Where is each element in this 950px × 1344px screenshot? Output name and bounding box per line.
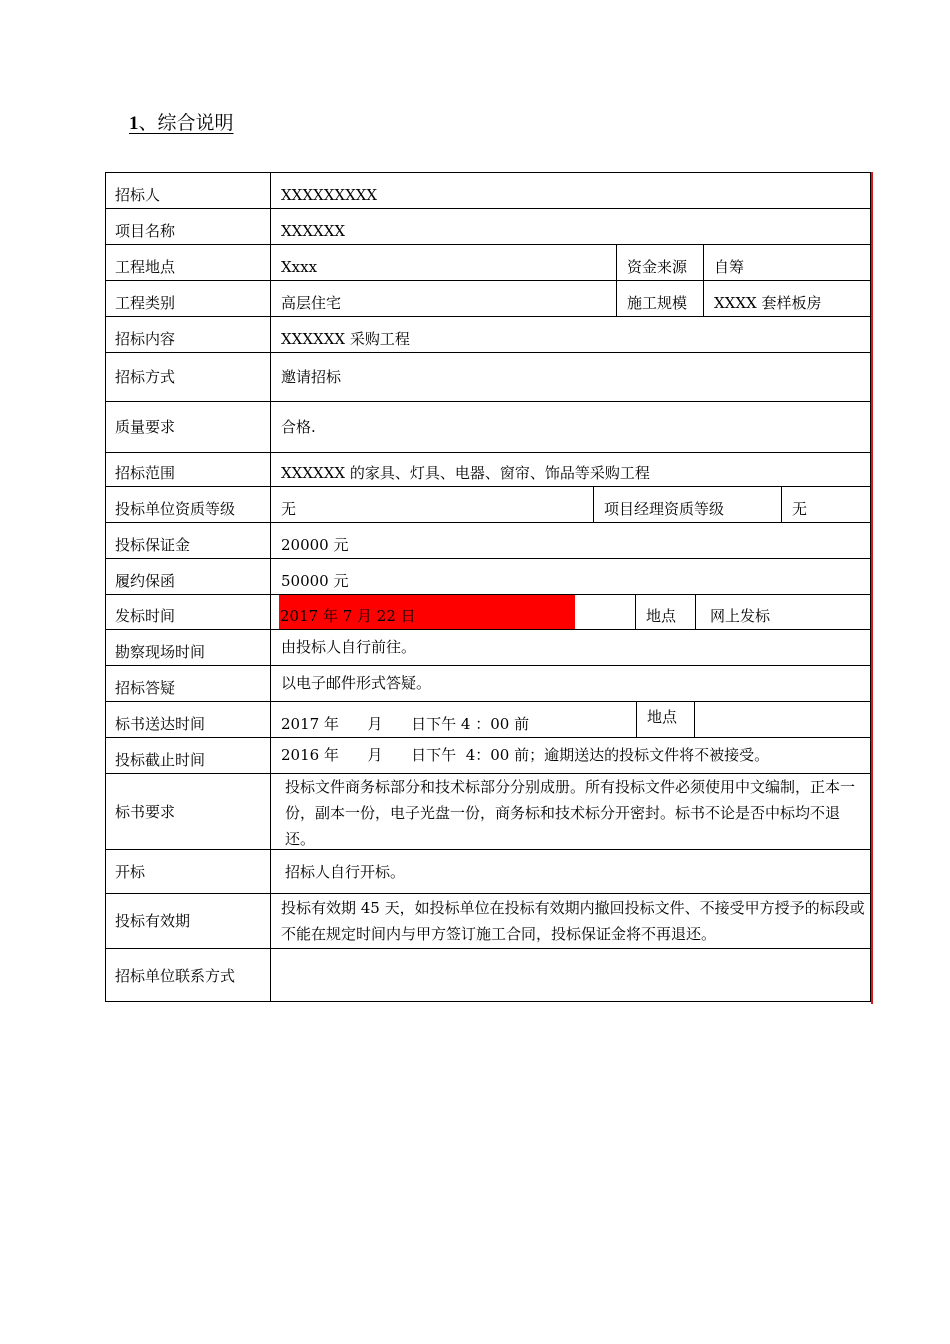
table-row-location: [105, 245, 871, 281]
row-value: 投标文件商务标部分和技术标部分分别成册。所有投标文件必须使用中文编制，正本一份，副本一份，电子光盘一份，商务标和技术标分开密封。标书不论是否中标均不退还。: [285, 778, 856, 848]
row-label: 项目名称: [105, 209, 271, 244]
row-label: 招标范围: [105, 453, 271, 486]
row-value: 50000 元: [281, 572, 349, 590]
row-label: 工程类别: [105, 281, 271, 316]
row-label: 履约保函: [105, 559, 271, 594]
row-value: Xxxx: [271, 245, 617, 280]
row-label-secondary: 地点: [636, 595, 696, 629]
margin-line: [871, 172, 873, 1004]
row-value-cell: [271, 894, 871, 948]
table-row-project-name: [105, 209, 871, 245]
row-value-cell: [271, 595, 636, 629]
table-row-issue-time: [105, 595, 871, 630]
row-value: XXXXXX: [281, 222, 346, 240]
section-heading: [129, 108, 234, 135]
table-row-qa: [105, 666, 871, 702]
row-label: 投标有效期: [105, 894, 271, 948]
table-row-requirements: [105, 774, 871, 850]
row-value: 招标人自行开标。: [285, 862, 406, 881]
table-row-method: [105, 353, 871, 402]
row-value-secondary: 无: [792, 500, 808, 518]
row-value-secondary: XXXX 套样板房: [714, 294, 822, 312]
row-value: 邀请招标: [281, 368, 342, 386]
row-value: 合格.: [281, 418, 316, 436]
table-row-guarantee: [105, 559, 871, 595]
table-row-delivery: [105, 702, 871, 738]
row-label: 质量要求: [105, 402, 271, 452]
table-row-site-visit: [105, 630, 871, 666]
row-value-secondary: [695, 702, 871, 737]
row-label-secondary: 施工规模: [617, 281, 704, 316]
table-row-contact: [105, 949, 871, 1002]
row-label: 工程地点: [105, 245, 271, 280]
row-label: 招标单位联系方式: [105, 949, 271, 1002]
row-value-cell: [271, 774, 871, 849]
row-label: 投标保证金: [105, 523, 271, 558]
table-row-content: [105, 317, 871, 353]
table-row-deposit: [105, 523, 871, 559]
row-label: 勘察现场时间: [105, 630, 271, 665]
table-row-category: [105, 281, 871, 317]
section-number: 1: [129, 113, 139, 134]
row-value-secondary: 网上发标: [710, 607, 771, 625]
row-label: 招标人: [105, 172, 271, 208]
row-label: 开标: [105, 850, 271, 893]
row-label: 发标时间: [105, 595, 271, 629]
table-row-deadline: [105, 738, 871, 774]
row-value: 高层住宅: [271, 281, 617, 316]
row-value: 2016 年 月 日下午 4：00 前；逾期送达的投标文件将不被接受。: [281, 746, 770, 764]
row-label: 标书要求: [105, 774, 271, 849]
row-label: 投标单位资质等级: [105, 487, 271, 522]
row-label: 招标方式: [105, 353, 271, 401]
row-value: 以电子邮件形式答疑。: [281, 674, 432, 692]
table-row-qualification: [105, 487, 871, 523]
row-value: 20000 元: [281, 536, 349, 554]
row-label-secondary: 地点: [637, 702, 695, 737]
table-row-validity: [105, 894, 871, 949]
row-value: 2017 年 7 月 22 日: [280, 607, 416, 625]
row-value: XXXXXX 采购工程: [281, 330, 410, 348]
row-label: 招标内容: [105, 317, 271, 352]
row-label: 投标截止时间: [105, 738, 271, 773]
section-title: 、综合说明: [138, 112, 234, 134]
row-label-secondary: 项目经理资质等级: [594, 487, 782, 522]
row-value: XXXXXXXXX: [281, 186, 378, 204]
row-value: 投标有效期 45 天，如投标单位在投标有效期内撤回投标文件、不接受甲方授予的标段或不能在规定时间内与甲方签订施工合同，投标保证金将不再退还。: [281, 899, 865, 943]
row-label-secondary: 资金来源: [617, 245, 704, 280]
row-value: [271, 949, 871, 1002]
row-value: 2017 年 月 日下午 4 ：00 前: [271, 702, 637, 737]
table-row-opening: [105, 850, 871, 894]
row-value: XXXXXX 的家具、灯具、电器、窗帘、饰品等采购工程: [281, 464, 650, 482]
row-value: 由投标人自行前往。: [281, 638, 417, 656]
row-value-secondary: 自筹: [714, 258, 745, 276]
table-row-scope: [105, 453, 871, 487]
table-row-bidder: [105, 172, 871, 209]
table-row-quality: [105, 402, 871, 453]
row-label: 招标答疑: [105, 666, 271, 701]
row-value: 无: [271, 487, 594, 522]
row-label: 标书送达时间: [105, 702, 271, 737]
